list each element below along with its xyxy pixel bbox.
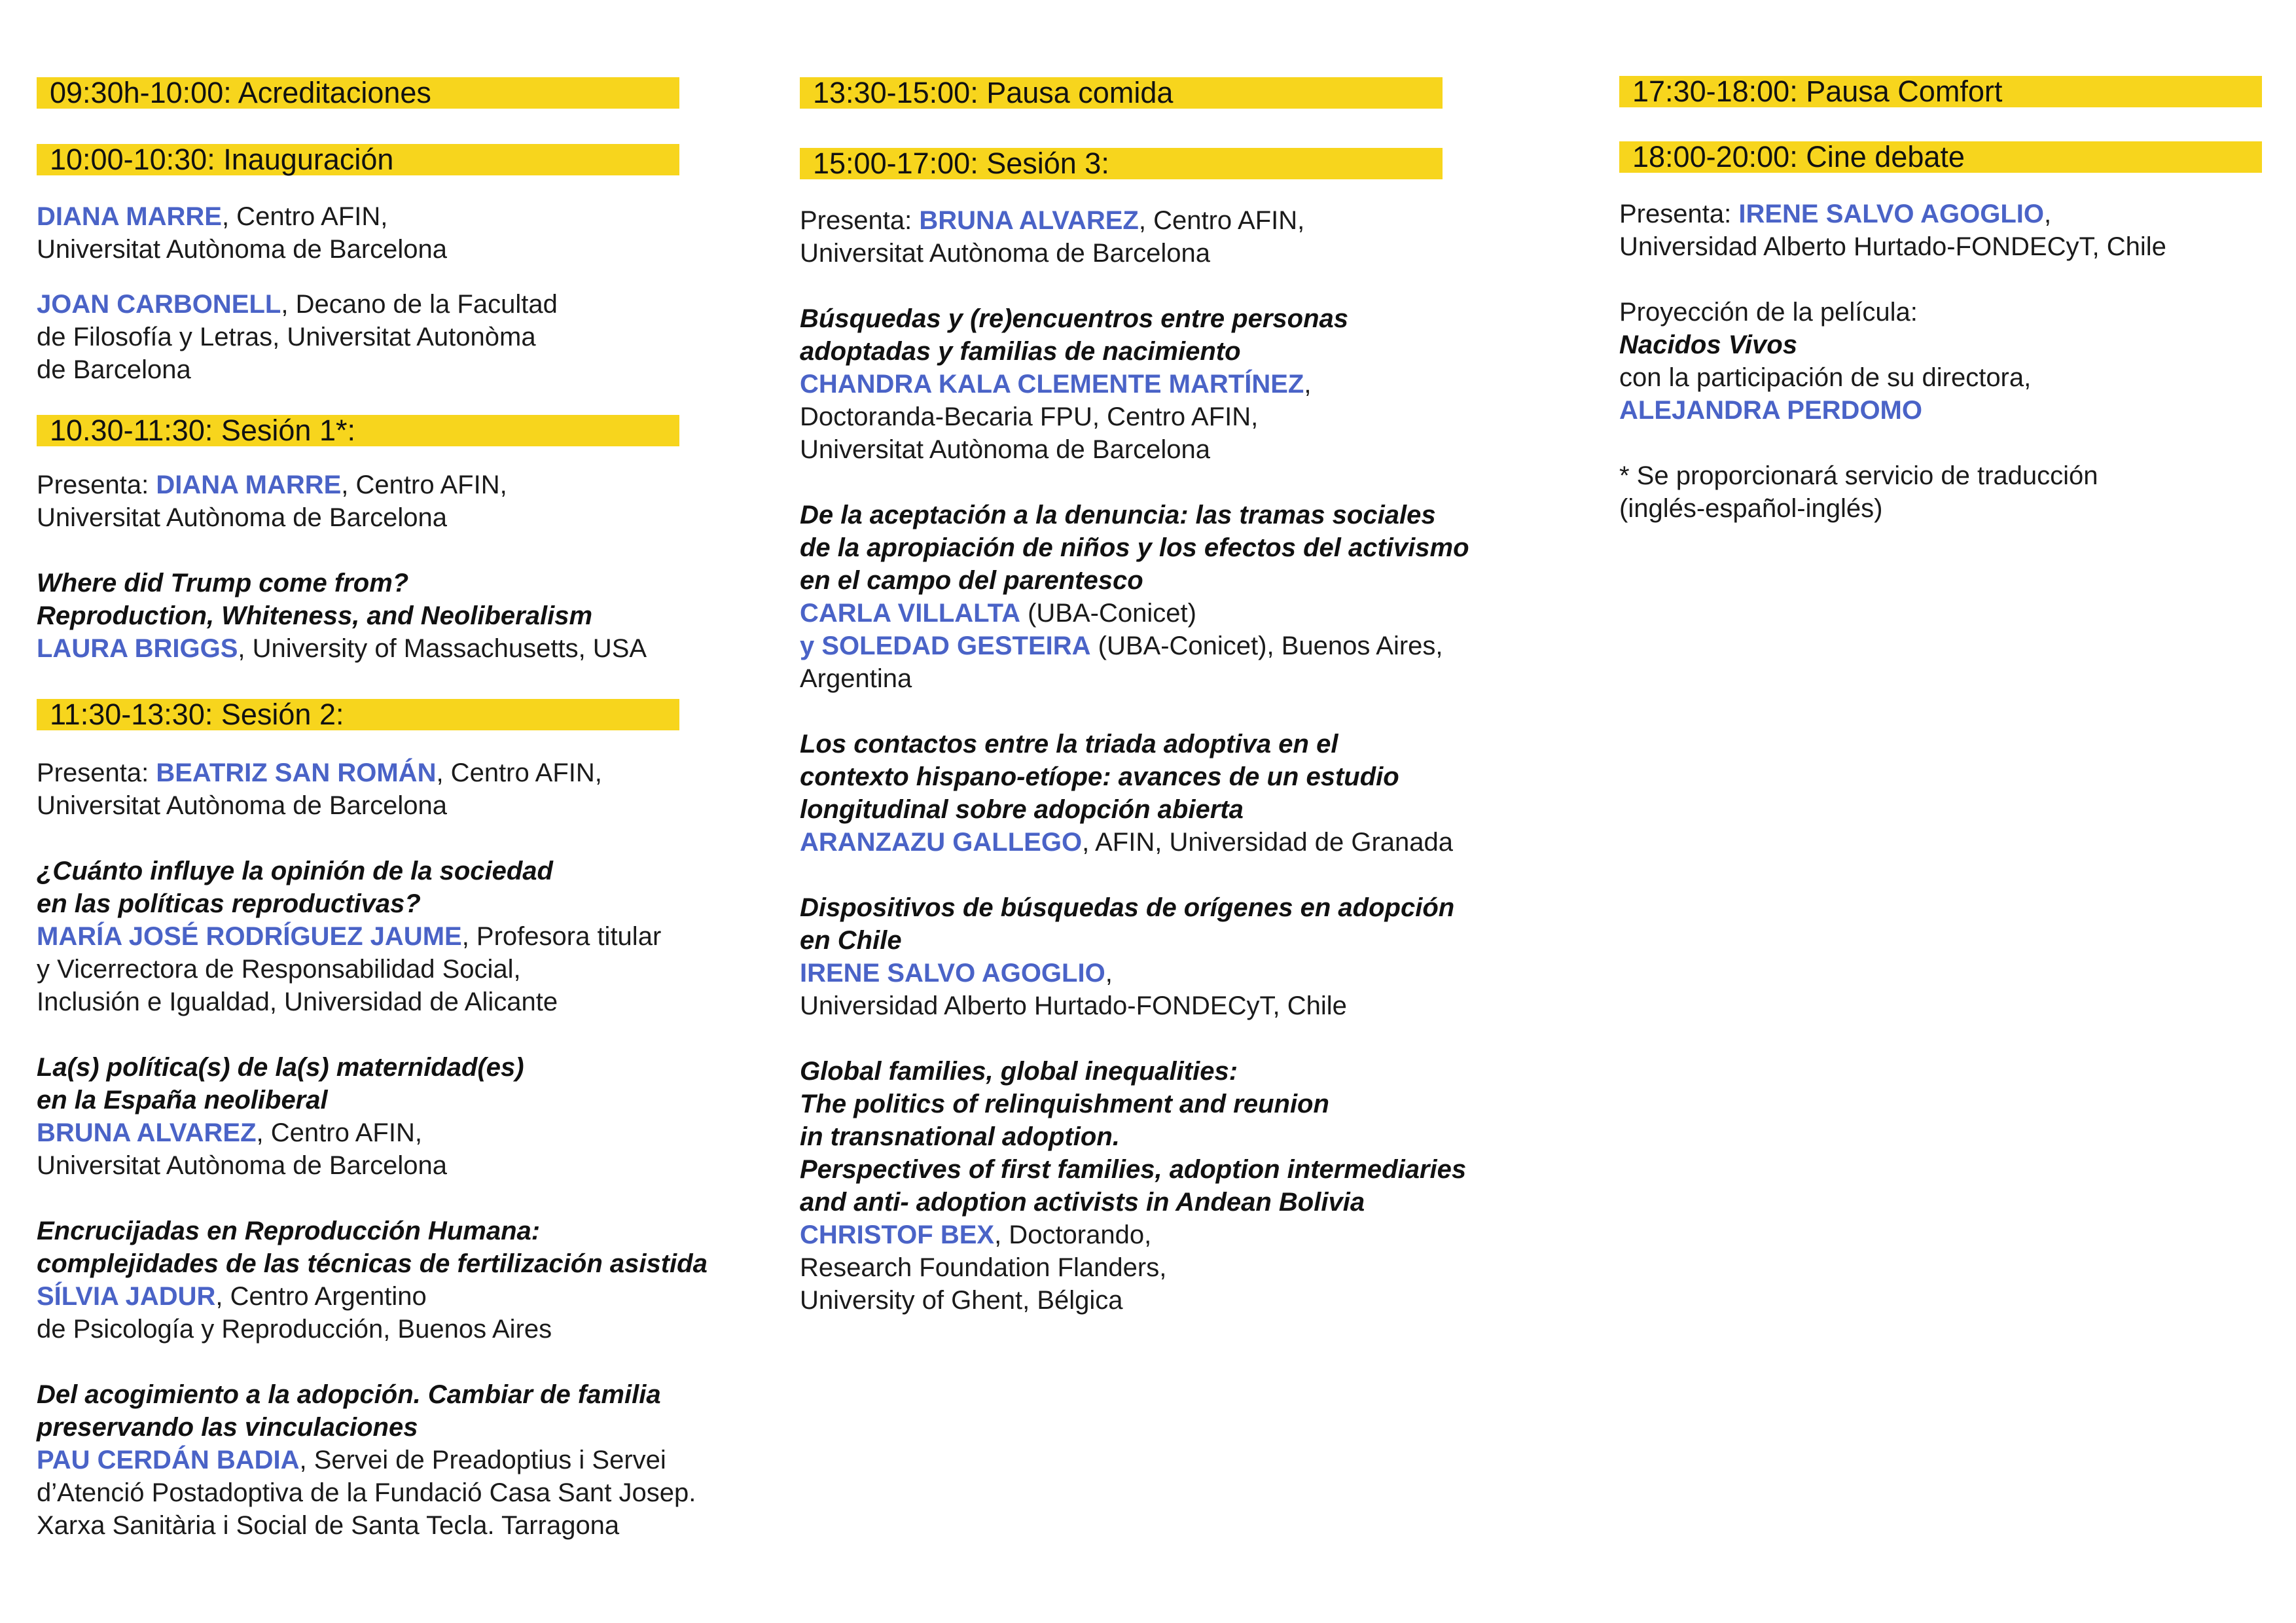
speaker-name: LAURA BRIGGS [37, 634, 238, 663]
talk-title: The politics of relinquishment and reunion [800, 1090, 1329, 1118]
talk-title: preservando las vinculaciones [37, 1413, 418, 1442]
projection-note: con la participación de su directora, [1619, 363, 2032, 392]
speaker-diana-marre [37, 200, 447, 266]
speaker-affiliation: , [1105, 959, 1113, 988]
speaker-affiliation: , [2044, 200, 2052, 228]
speaker-affiliation: Universitat Autònoma de Barcelona [37, 235, 448, 264]
translation-note [1619, 459, 2098, 525]
presenta-label: Presenta: [1619, 200, 1739, 228]
speaker-affiliation: , University of Massachusetts, USA [238, 634, 647, 663]
talk-title: adoptadas y familias de nacimiento [800, 337, 1241, 366]
speaker-affiliation: Argentina [800, 664, 912, 693]
session-bar-sesion-1: 10.30-11:30: Sesión 1*: [37, 415, 679, 446]
speaker-affiliation: (UBA-Conicet), Buenos Aires, [1090, 632, 1443, 660]
speaker-affiliation: , Centro AFIN, [341, 471, 507, 499]
talk-title: en la España neoliberal [37, 1086, 328, 1115]
talk-title: complejidades de las técnicas de fertilización asistida [37, 1249, 708, 1278]
speaker-affiliation: de Barcelona [37, 355, 191, 384]
note-line: * Se proporcionará servicio de traducción [1619, 461, 2098, 490]
talk-title: en Chile [800, 926, 902, 955]
talk-title: longitudinal sobre adopción abierta [800, 795, 1244, 824]
speaker-name: DIANA MARRE [156, 471, 342, 499]
speaker-affiliation: University of Ghent, Bélgica [800, 1286, 1123, 1315]
speaker-affiliation: Universitat Autònoma de Barcelona [37, 1151, 448, 1180]
speaker-affiliation: Universitat Autònoma de Barcelona [37, 791, 448, 820]
speaker-name: IRENE SALVO AGOGLIO [800, 959, 1105, 988]
speaker-name: DIANA MARRE [37, 202, 222, 231]
speaker-affiliation: , Servei de Preadoptius i Servei [299, 1446, 666, 1474]
note-line: (inglés-español-inglés) [1619, 494, 1883, 523]
session-bar-sesion-3: 15:00-17:00: Sesión 3: [800, 148, 1443, 179]
speaker-affiliation: Universitat Autònoma de Barcelona [800, 435, 1211, 464]
speaker-name: PAU CERDÁN BADIA [37, 1446, 300, 1474]
talk-title: en el campo del parentesco [800, 566, 1143, 595]
film-title: Nacidos Vivos [1619, 330, 1797, 359]
speaker-name: BEATRIZ SAN ROMÁN [156, 758, 437, 787]
speaker-affiliation: Inclusión e Igualdad, Universidad de Alicante [37, 988, 558, 1016]
talk-title: contexto hispano-etíope: avances de un estudio [800, 762, 1399, 791]
speaker-affiliation: , Profesora titular [461, 922, 662, 951]
talk-acogimiento [37, 1378, 696, 1542]
speaker-affiliation: Universidad Alberto Hurtado-FONDECyT, Chile [800, 991, 1347, 1020]
speaker-affiliation: , [1304, 370, 1312, 399]
speaker-affiliation: , AFIN, Universidad de Granada [1082, 828, 1454, 857]
talk-title: De la aceptación a la denuncia: las tramas sociales [800, 501, 1436, 529]
speaker-affiliation: Universidad Alberto Hurtado-FONDECyT, Chile [1619, 232, 2166, 261]
speaker-affiliation: , Centro AFIN, [436, 758, 602, 787]
talk-title: and anti- adoption activists in Andean Bolivia [800, 1188, 1365, 1217]
speaker-name: CHRISTOF BEX [800, 1221, 995, 1249]
session-2-presenter [37, 757, 602, 822]
session-bar-sesion-2: 11:30-13:30: Sesión 2: [37, 699, 679, 730]
speaker-name: y SOLEDAD GESTEIRA [800, 632, 1091, 660]
speaker-affiliation: Xarxa Sanitària i Social de Santa Tecla. Tarragona [37, 1511, 620, 1540]
speaker-name: CHANDRA KALA CLEMENTE MARTÍNEZ [800, 370, 1304, 399]
session-bar-pausa-comfort: 17:30-18:00: Pausa Comfort [1619, 76, 2262, 107]
talk-busquedas-reencuentros [800, 302, 1348, 466]
talk-opinion-sociedad [37, 855, 661, 1018]
talk-encrucijadas [37, 1215, 708, 1346]
session-3-presenter [800, 204, 1304, 270]
speaker-affiliation: Universitat Autònoma de Barcelona [37, 503, 448, 532]
speaker-affiliation: , Centro AFIN, [1138, 206, 1305, 235]
film-projection [1619, 296, 2031, 427]
speaker-name: IRENE SALVO AGOGLIO [1738, 200, 2045, 228]
cine-presenter [1619, 198, 2166, 263]
talk-title: Los contactos entre la triada adoptiva en el [800, 730, 1338, 758]
presenta-label: Presenta: [800, 206, 920, 235]
talk-title: in transnational adoption. [800, 1122, 1120, 1151]
speaker-name: JOAN CARBONELL [37, 290, 281, 319]
talk-maternidades [37, 1051, 524, 1182]
talk-title: Perspectives of first families, adoption intermediaries [800, 1155, 1467, 1184]
talk-title: ¿Cuánto influye la opinión de la sociedad [37, 857, 553, 885]
speaker-affiliation: , Centro Argentino [215, 1282, 427, 1311]
talk-global-families [800, 1055, 1466, 1317]
talk-title: de la apropiación de niños y los efectos del activismo [800, 533, 1469, 562]
speaker-joan-carbonell [37, 288, 558, 386]
talk-title: La(s) política(s) de la(s) maternidad(es) [37, 1053, 524, 1082]
session-bar-inauguracion: 10:00-10:30: Inauguración [37, 144, 679, 175]
talk-title: Where did Trump come from? [37, 569, 409, 597]
presenta-label: Presenta: [37, 758, 156, 787]
speaker-affiliation: y Vicerrectora de Responsabilidad Social, [37, 955, 521, 984]
speaker-affiliation: Universitat Autònoma de Barcelona [800, 239, 1211, 268]
speaker-name: BRUNA ALVAREZ [919, 206, 1139, 235]
speaker-affiliation: de Filosofía y Letras, Universitat Autonòma [37, 323, 536, 351]
talk-title: Global families, global inequalities: [800, 1057, 1238, 1086]
talk-title: Dispositivos de búsquedas de orígenes en adopción [800, 893, 1455, 922]
talk-title: Encrucijadas en Reproducción Humana: [37, 1217, 541, 1245]
talk-title: Del acogimiento a la adopción. Cambiar de familia [37, 1380, 661, 1409]
speaker-affiliation: Research Foundation Flanders, [800, 1253, 1167, 1282]
talk-title: Reproduction, Whiteness, and Neoliberalism [37, 601, 593, 630]
session-bar-acreditaciones: 09:30h-10:00: Acreditaciones [37, 77, 679, 109]
speaker-affiliation: , Doctorando, [994, 1221, 1152, 1249]
speaker-affiliation: , Centro AFIN, [221, 202, 388, 231]
talk-title: Búsquedas y (re)encuentros entre personas [800, 304, 1349, 333]
session-1-presenter [37, 469, 507, 534]
speaker-name: MARÍA JOSÉ RODRÍGUEZ JAUME [37, 922, 462, 951]
speaker-affiliation: , Centro AFIN, [256, 1118, 422, 1147]
talk-aceptacion-denuncia [800, 499, 1469, 695]
talk-trump [37, 567, 647, 665]
session-bar-cine-debate: 18:00-20:00: Cine debate [1619, 141, 2262, 173]
speaker-name: BRUNA ALVAREZ [37, 1118, 257, 1147]
speaker-affiliation: (UBA-Conicet) [1020, 599, 1196, 628]
talk-title: en las políticas reproductivas? [37, 889, 421, 918]
speaker-name: SÍLVIA JADUR [37, 1282, 216, 1311]
director-name: ALEJANDRA PERDOMO [1619, 396, 1922, 425]
speaker-name: CARLA VILLALTA [800, 599, 1020, 628]
talk-dispositivos-chile [800, 891, 1454, 1022]
speaker-affiliation: Doctoranda-Becaria FPU, Centro AFIN, [800, 402, 1259, 431]
presenta-label: Presenta: [37, 471, 156, 499]
talk-contactos-triada [800, 728, 1453, 859]
speaker-name: ARANZAZU GALLEGO [800, 828, 1083, 857]
speaker-affiliation: d’Atenció Postadoptiva de la Fundació Casa Sant Josep. [37, 1478, 696, 1507]
speaker-affiliation: , Decano de la Facultad [281, 290, 558, 319]
speaker-affiliation: de Psicología y Reproducción, Buenos Aires [37, 1315, 552, 1344]
session-bar-pausa-comida: 13:30-15:00: Pausa comida [800, 77, 1443, 109]
projection-label: Proyección de la película: [1619, 298, 1918, 327]
